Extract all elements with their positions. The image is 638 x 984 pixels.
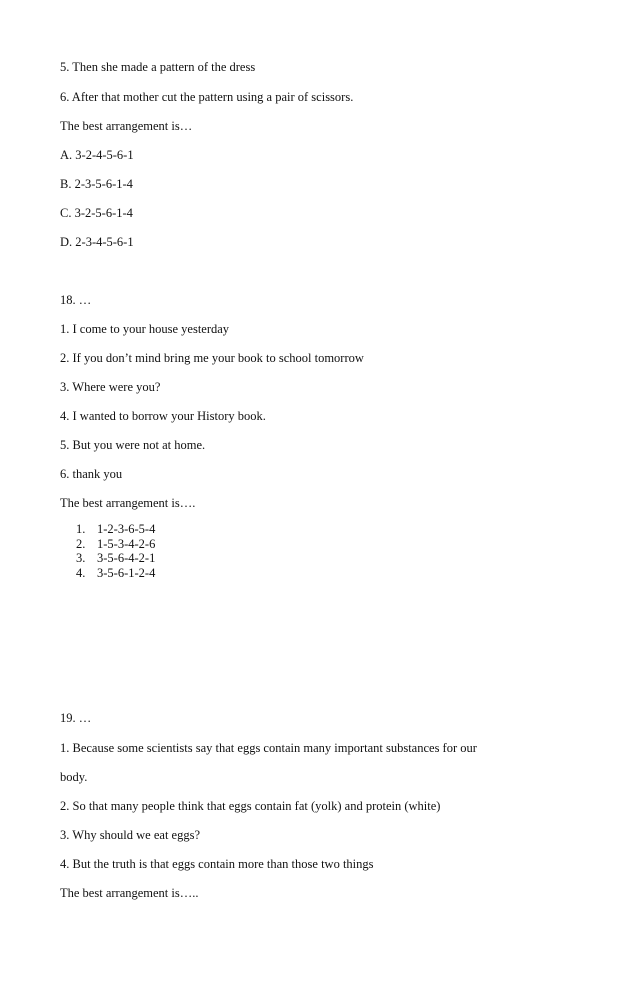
q17-option-c: C. 3-2-5-6-1-4 [60, 206, 133, 220]
q19-prompt: The best arrangement is….. [60, 886, 199, 900]
q18-sentence-1: 1. I come to your house yesterday [60, 322, 230, 336]
q17-option-d: D. 2-3-4-5-6-1 [60, 235, 134, 249]
q18-sentence-3: 3. Where were you? [60, 380, 161, 394]
q18-option [76, 537, 155, 552]
q18-option-text: 1-5-3-4-2-6 [97, 536, 156, 551]
q17-prompt: The best arrangement is… [60, 119, 193, 133]
q18-sentence-2: 2. If you don’t mind bring me your book to school tomorrow [60, 351, 364, 365]
q19-heading: 19. … [60, 711, 92, 725]
q18-option-number: 1. [76, 522, 86, 536]
q19-sentence-2: 2. So that many people think that eggs contain fat (yolk) and protein (white) [60, 799, 441, 813]
q17-step-6: 6. After that mother cut the pattern using a pair of scissors. [60, 90, 354, 104]
q18-option [76, 551, 155, 566]
q17-step-5: 5. Then she made a pattern of the dress [60, 60, 256, 74]
q19-sentence-1: 1. Because some scientists say that eggs contain many important substances for our [60, 741, 477, 755]
q17-option-b: B. 2-3-5-6-1-4 [60, 177, 133, 191]
q19-sentence-3: 3. Why should we eat eggs? [60, 828, 201, 842]
q18-options-list [76, 522, 155, 580]
q19-sentence-1-continued: body. [60, 770, 88, 784]
q18-option-text: 3-5-6-4-2-1 [97, 551, 156, 565]
q18-option-text: 1-2-3-6-5-4 [97, 522, 156, 536]
q18-option [76, 522, 155, 537]
q18-prompt: The best arrangement is…. [60, 496, 196, 510]
q17-option-a: A. 3-2-4-5-6-1 [60, 148, 134, 162]
q18-sentence-6: 6. thank you [60, 467, 123, 481]
q18-option-number: 4. [76, 565, 86, 580]
q18-option-number: 2. [76, 536, 86, 551]
q18-sentence-5: 5. But you were not at home. [60, 438, 206, 452]
q19-sentence-4: 4. But the truth is that eggs contain more than those two things [60, 857, 374, 871]
q18-sentence-4: 4. I wanted to borrow your History book. [60, 409, 266, 423]
q18-option-number: 3. [76, 551, 86, 565]
q18-heading: 18. … [60, 293, 92, 307]
q18-option-text: 3-5-6-1-2-4 [97, 565, 156, 580]
q18-option [76, 566, 155, 581]
